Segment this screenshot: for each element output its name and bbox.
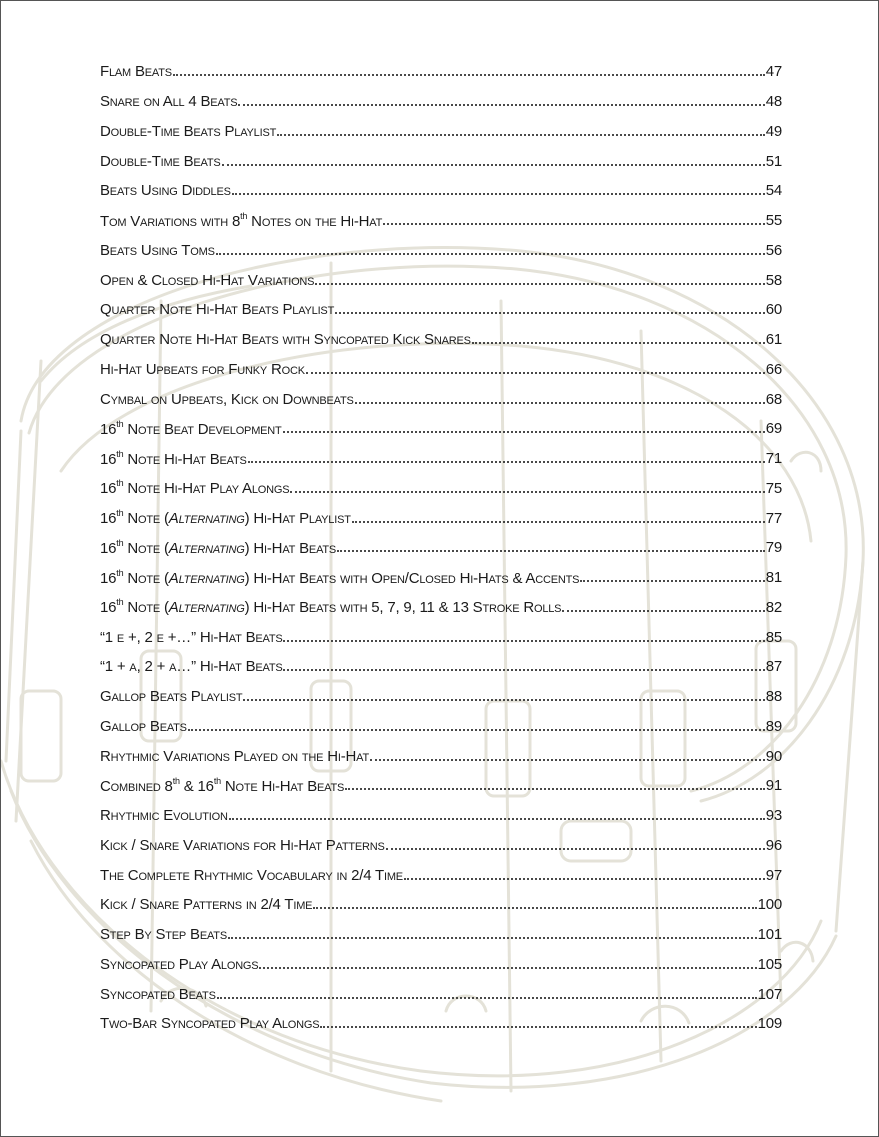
- toc-page-number: 79: [765, 539, 782, 557]
- toc-entry-title: [100, 242, 215, 259]
- toc-page-number: 51: [765, 152, 782, 170]
- toc-entry-title: [100, 837, 385, 854]
- toc-page-number: 69: [765, 420, 782, 438]
- superscript-text: th: [116, 418, 124, 429]
- superscript-text: th: [116, 537, 124, 548]
- title-text: Quarter Note Hi-Hat Beats with Syncopated Kick Snares: [100, 331, 471, 349]
- toc-entry-title: [100, 926, 227, 943]
- dot-leader: [228, 936, 757, 939]
- title-text: Alternating: [168, 539, 245, 557]
- title-text: Double-Time Beats Playlist: [100, 122, 277, 140]
- toc-entry-title: [100, 331, 471, 348]
- title-text: Notes on the Hi-Hat: [247, 212, 383, 230]
- toc-entry[interactable]: [100, 652, 782, 682]
- dot-leader: [315, 282, 764, 285]
- dot-leader: [173, 73, 765, 76]
- dot-leader: [248, 460, 765, 463]
- toc-entry[interactable]: [100, 563, 782, 593]
- toc-entry[interactable]: [100, 355, 782, 385]
- toc-entry[interactable]: [100, 295, 782, 325]
- dot-leader: [283, 639, 764, 642]
- toc-entry[interactable]: [100, 474, 782, 504]
- dot-leader: [345, 787, 765, 790]
- dot-leader: [277, 133, 765, 136]
- title-text: The Complete Rhythmic Vocabulary in 2/4 Time: [100, 866, 403, 884]
- toc-entry-title: [100, 272, 314, 289]
- title-text: Note (: [123, 569, 169, 587]
- title-text: Alternating: [168, 599, 245, 617]
- toc-entry[interactable]: [100, 146, 782, 176]
- title-text: ) Hi-Hat Beats with Open/Closed Hi-Hats & Accents: [244, 569, 580, 587]
- title-text: Kick / Snare Patterns in 2/4 Time: [100, 896, 313, 914]
- toc-entry[interactable]: [100, 57, 782, 87]
- title-text: 16: [100, 599, 117, 617]
- toc-entry-title: [100, 182, 231, 199]
- title-text: 16: [100, 539, 117, 557]
- toc-page-number: 54: [765, 182, 782, 200]
- dot-leader: [238, 103, 764, 106]
- dot-leader: [320, 1025, 756, 1028]
- toc-page-number: 61: [765, 331, 782, 349]
- toc-entry-title: [100, 569, 579, 587]
- title-text: Hi-Hat Upbeats for Funky Rock: [100, 360, 305, 378]
- title-text: Alternating: [168, 569, 245, 587]
- toc-entry-title: [100, 867, 403, 884]
- superscript-text: th: [213, 775, 221, 786]
- toc-page-number: 55: [765, 212, 782, 230]
- title-text: Open & Closed Hi-Hat Variations: [100, 271, 315, 289]
- toc-entry[interactable]: [100, 682, 782, 712]
- title-text: 16: [100, 569, 117, 587]
- title-text: Combined 8: [100, 777, 173, 795]
- superscript-text: th: [172, 775, 180, 786]
- title-text: ) Hi-Hat Beats: [244, 539, 337, 557]
- title-text: Beats Using Toms: [100, 241, 215, 259]
- superscript-text: th: [116, 478, 124, 489]
- dot-leader: [222, 163, 765, 166]
- title-text: 16: [100, 450, 117, 468]
- dot-leader: [562, 609, 764, 612]
- superscript-text: th: [116, 597, 124, 608]
- toc-page-number: 82: [765, 598, 782, 616]
- title-text: Kick / Snare Variations for Hi-Hat Patterns: [100, 836, 385, 854]
- title-text: Rhythmic Variations Played on the Hi-Hat: [100, 747, 369, 765]
- toc-page-number: 96: [765, 836, 782, 854]
- toc-entry[interactable]: [100, 920, 782, 950]
- title-text: Two-Bar Syncopated Play Alongs: [100, 1015, 320, 1033]
- toc-entry[interactable]: [100, 712, 782, 742]
- toc-entry-title: [100, 509, 351, 527]
- toc-page-number: 100: [757, 896, 782, 914]
- title-text: Note (: [123, 599, 169, 617]
- toc-entry[interactable]: [100, 831, 782, 861]
- toc-entry[interactable]: [100, 801, 782, 831]
- toc-page-number: 60: [765, 301, 782, 319]
- toc-entry[interactable]: [100, 325, 782, 355]
- toc-page-number: 81: [765, 569, 782, 587]
- toc-entry-title: [100, 391, 354, 408]
- toc-entry-title: [100, 123, 276, 140]
- dot-leader: [306, 371, 765, 374]
- toc-entry-title: [100, 450, 247, 468]
- toc-page-number: 56: [765, 241, 782, 259]
- toc-page-number: 71: [765, 450, 782, 468]
- toc-page-number: 49: [765, 122, 782, 140]
- dot-leader: [243, 698, 764, 701]
- title-text: Flam Beats: [100, 63, 172, 81]
- toc-page-number: 109: [757, 1015, 782, 1033]
- title-text: Step By Step Beats: [100, 926, 227, 944]
- dot-leader: [386, 847, 765, 850]
- superscript-text: th: [116, 448, 124, 459]
- toc-entry[interactable]: [100, 860, 782, 890]
- toc-entry[interactable]: [100, 890, 782, 920]
- title-text: Gallop Beats Playlist: [100, 688, 243, 706]
- title-text: Note Hi-Hat Play Alongs: [123, 480, 290, 498]
- superscript-text: th: [240, 210, 248, 221]
- title-text: Snare on All 4 Beats: [100, 93, 238, 111]
- toc-entry-title: [100, 956, 258, 973]
- toc-entry-title: [100, 748, 369, 765]
- toc-entry-title: [100, 986, 216, 1003]
- title-text: 16: [100, 480, 117, 498]
- dot-leader: [259, 966, 756, 969]
- toc-entry-title: [100, 153, 221, 170]
- toc-entry-title: [100, 658, 282, 675]
- title-text: Gallop Beats: [100, 717, 187, 735]
- title-text: “1 e +, 2 e +…” Hi-Hat Beats: [100, 628, 283, 646]
- title-text: Note (: [123, 539, 169, 557]
- toc-page-number: 105: [757, 955, 782, 973]
- toc-page-number: 66: [765, 360, 782, 378]
- title-text: “1 + a, 2 + a…” Hi-Hat Beats: [100, 658, 283, 676]
- toc-entry[interactable]: [100, 414, 782, 444]
- dot-leader: [283, 430, 765, 433]
- toc-entry[interactable]: [100, 444, 782, 474]
- toc-page-number: 68: [765, 390, 782, 408]
- superscript-text: th: [116, 567, 124, 578]
- title-text: Note Beat Development: [123, 420, 282, 438]
- dot-leader: [313, 906, 756, 909]
- toc-entry[interactable]: [100, 979, 782, 1009]
- dot-leader: [472, 341, 765, 344]
- toc-entry-title: [100, 896, 312, 913]
- toc-page-number: 88: [765, 688, 782, 706]
- toc-page-number: 90: [765, 747, 782, 765]
- dot-leader: [290, 490, 764, 493]
- title-text: ) Hi-Hat Beats with 5, 7, 9, 11 & 13 Stroke Rolls: [244, 599, 562, 617]
- toc-entry-title: [100, 301, 334, 318]
- toc-page-number: 58: [765, 271, 782, 289]
- toc-entry-title: [100, 1015, 319, 1032]
- toc-entry[interactable]: [100, 265, 782, 295]
- toc-entry[interactable]: [100, 741, 782, 771]
- title-text: 16: [100, 420, 117, 438]
- toc-page-number: 91: [765, 777, 782, 795]
- toc-entry-title: [100, 93, 237, 110]
- dot-leader: [188, 728, 765, 731]
- dot-leader: [283, 668, 764, 671]
- toc-page-number: 47: [765, 63, 782, 81]
- toc-entry[interactable]: [100, 771, 782, 801]
- toc-entry-title: [100, 212, 382, 230]
- toc-entry-title: [100, 688, 242, 705]
- toc-entry[interactable]: [100, 622, 782, 652]
- toc-entry[interactable]: [100, 176, 782, 206]
- toc-entry-title: [100, 63, 172, 80]
- title-text: Cymbal on Upbeats, Kick on Downbeats: [100, 390, 354, 408]
- toc-entry-title: [100, 629, 282, 646]
- title-text: & 16: [179, 777, 214, 795]
- table-of-contents: [100, 57, 782, 1039]
- toc-entry-title: [100, 361, 305, 378]
- toc-entry[interactable]: [100, 950, 782, 980]
- title-text: Syncopated Beats: [100, 985, 216, 1003]
- toc-entry[interactable]: [100, 503, 782, 533]
- toc-entry[interactable]: [100, 533, 782, 563]
- toc-entry-title: [100, 479, 289, 497]
- title-text: Beats Using Diddles: [100, 182, 231, 200]
- title-text: Rhythmic Evolution: [100, 807, 228, 825]
- toc-entry[interactable]: [100, 206, 782, 236]
- toc-page-number: 87: [765, 658, 782, 676]
- toc-entry-title: [100, 777, 344, 795]
- toc-page-number: 85: [765, 628, 782, 646]
- dot-leader: [370, 758, 765, 761]
- toc-entry[interactable]: [100, 236, 782, 266]
- toc-page-number: 93: [765, 807, 782, 825]
- toc-page-number: 75: [765, 479, 782, 497]
- title-text: Tom Variations with 8: [100, 212, 241, 230]
- toc-entry[interactable]: [100, 87, 782, 117]
- title-text: ) Hi-Hat Playlist: [244, 510, 351, 528]
- dot-leader: [216, 252, 765, 255]
- superscript-text: th: [116, 508, 124, 519]
- dot-leader: [404, 877, 765, 880]
- toc-entry-title: [100, 718, 187, 735]
- dot-leader: [355, 401, 765, 404]
- title-text: Syncopated Play Alongs: [100, 955, 259, 973]
- toc-entry-title: [100, 598, 561, 616]
- title-text: Double-Time Beats: [100, 152, 221, 170]
- dot-leader: [217, 996, 757, 999]
- toc-entry-title: [100, 807, 228, 824]
- title-text: Alternating: [168, 510, 245, 528]
- toc-entry-title: [100, 420, 282, 438]
- dot-leader: [337, 549, 765, 552]
- title-text: Note Hi-Hat Beats: [220, 777, 345, 795]
- toc-page-number: 77: [765, 509, 782, 527]
- toc-page-number: 101: [757, 926, 782, 944]
- title-text: 16: [100, 510, 117, 528]
- dot-leader: [580, 579, 764, 582]
- toc-entry[interactable]: [100, 384, 782, 414]
- toc-page-number: 97: [765, 866, 782, 884]
- dot-leader: [352, 520, 765, 523]
- toc-entry[interactable]: [100, 1009, 782, 1039]
- toc-page-number: 48: [765, 93, 782, 111]
- toc-entry-title: [100, 539, 336, 557]
- title-text: Note Hi-Hat Beats: [123, 450, 247, 468]
- dot-leader: [232, 192, 765, 195]
- toc-page-number: 107: [757, 985, 782, 1003]
- toc-entry[interactable]: [100, 117, 782, 147]
- toc-page-number: 89: [765, 717, 782, 735]
- dot-leader: [335, 311, 765, 314]
- title-text: Note (: [123, 510, 169, 528]
- toc-entry[interactable]: [100, 593, 782, 623]
- dot-leader: [383, 222, 765, 225]
- dot-leader: [229, 817, 765, 820]
- title-text: Quarter Note Hi-Hat Beats Playlist: [100, 301, 335, 319]
